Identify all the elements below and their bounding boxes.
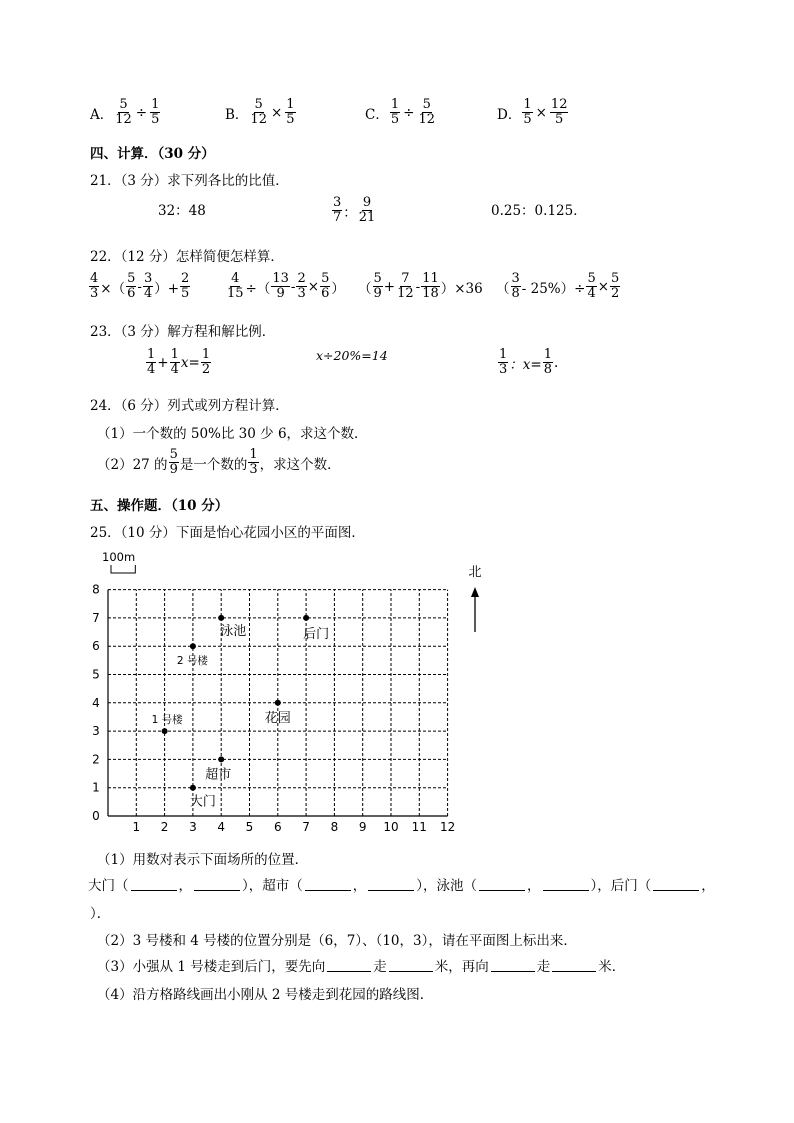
denominator: 9 xyxy=(169,462,178,477)
operator: （ xyxy=(358,280,372,297)
fraction xyxy=(146,348,156,377)
denominator: 18 xyxy=(422,286,439,301)
numerator: 5 xyxy=(127,271,136,286)
option-d xyxy=(497,98,569,127)
numerator: 1 xyxy=(499,347,508,362)
q21-ratio-2 xyxy=(331,196,377,225)
fraction xyxy=(285,98,295,127)
denominator: 4 xyxy=(170,362,179,377)
operator: × xyxy=(270,104,283,121)
numerator: 5 xyxy=(587,271,596,286)
text: ），后门（ xyxy=(590,878,652,894)
answer-blank[interactable] xyxy=(389,959,433,972)
operator: ）+ xyxy=(154,280,180,297)
text: ， xyxy=(701,878,715,894)
answer-blank[interactable] xyxy=(543,878,589,891)
q22-expr-2 xyxy=(225,272,345,301)
fraction xyxy=(498,348,508,377)
y-tick-label: 5 xyxy=(92,667,100,682)
numerator: 12 xyxy=(550,97,568,112)
north-label: 北 xyxy=(468,565,482,580)
denominator: 15 xyxy=(227,286,244,301)
operator: . xyxy=(554,354,559,371)
denominator: 2 xyxy=(611,286,620,301)
text: 是一个数的 xyxy=(179,456,248,473)
q22-expr-1 xyxy=(88,272,191,301)
text: 米． xyxy=(598,959,626,975)
fraction xyxy=(543,348,553,377)
q21-ratio-1: 32：48 xyxy=(158,203,206,219)
operator: ÷ xyxy=(135,104,148,121)
fraction xyxy=(511,272,521,301)
location-point xyxy=(275,700,281,706)
y-tick-label: 6 xyxy=(92,639,100,654)
location-point xyxy=(190,643,196,649)
operator: - 25%）÷ xyxy=(521,280,586,297)
denominator: 5 xyxy=(555,112,564,127)
text: ，求这个数． xyxy=(259,456,341,473)
numerator: 1 xyxy=(249,447,258,462)
option-label: D． xyxy=(497,106,522,123)
numerator: 5 xyxy=(254,97,263,112)
origin-label: 0 xyxy=(92,809,100,823)
q25-part-1-continuation: ）． xyxy=(90,906,111,922)
fraction xyxy=(522,98,532,127)
fraction xyxy=(550,98,569,127)
numerator: 3 xyxy=(511,271,520,286)
fraction xyxy=(169,448,179,477)
fraction xyxy=(248,448,258,477)
answer-blank[interactable] xyxy=(491,959,535,972)
location-point xyxy=(303,615,309,621)
answer-blank[interactable] xyxy=(479,878,525,891)
operator: ：x= xyxy=(509,356,542,373)
fraction xyxy=(421,272,440,301)
denominator: 5 xyxy=(151,112,160,127)
fraction xyxy=(271,272,290,301)
denominator: 21 xyxy=(358,210,376,225)
numerator: 13 xyxy=(272,271,289,286)
y-tick-label: 4 xyxy=(92,695,100,710)
x-tick-label: 1 xyxy=(132,820,141,834)
text: （3）小强从 1 号楼走到后门，要先向 xyxy=(97,959,326,975)
answer-blank[interactable] xyxy=(131,878,177,891)
text: 走 xyxy=(536,959,551,975)
fraction xyxy=(226,272,245,301)
community-plan-map xyxy=(80,545,500,845)
numerator: 5 xyxy=(611,271,620,286)
y-tick-label: 7 xyxy=(92,610,100,625)
numerator: 3 xyxy=(143,271,153,286)
denominator: 4 xyxy=(587,286,596,301)
q24-part-1: （1）一个数的 50%比 30 少 6，求这个数． xyxy=(97,426,368,442)
answer-blank[interactable] xyxy=(368,878,414,891)
numerator: 5 xyxy=(321,271,330,286)
x-tick-label: 11 xyxy=(411,820,427,834)
x-tick-label: 8 xyxy=(330,820,339,834)
fraction xyxy=(610,272,620,301)
north-arrow-head xyxy=(471,587,479,597)
denominator: 8 xyxy=(543,362,552,377)
denominator: 12 xyxy=(115,112,132,127)
text: ， xyxy=(352,878,367,894)
operator: ）×36 xyxy=(440,280,483,297)
x-tick-label: 7 xyxy=(302,820,310,834)
y-tick-label: 1 xyxy=(92,780,100,795)
q25-part-2: （2）3 号楼和 4 号楼的位置分别是（6，7）、（10，3），请在平面图上标出来． xyxy=(97,933,577,949)
operator: × xyxy=(597,278,610,295)
location-point xyxy=(218,615,224,621)
q23-equation-1 xyxy=(145,348,212,377)
denominator: 8 xyxy=(511,286,520,301)
option-b xyxy=(225,98,297,127)
numerator: 1 xyxy=(147,347,156,362)
denominator: 12 xyxy=(418,112,435,127)
numerator: 5 xyxy=(169,447,178,462)
numerator: 5 xyxy=(373,271,382,286)
operator: ÷ xyxy=(403,104,415,121)
q25-part-1-answers xyxy=(88,874,715,894)
denominator: 9 xyxy=(276,286,285,301)
numerator: 5 xyxy=(119,97,128,112)
x-tick-label: 3 xyxy=(189,820,197,834)
denominator: 3 xyxy=(90,286,99,301)
operator: - xyxy=(290,278,296,295)
answer-blank[interactable] xyxy=(653,878,699,891)
denominator: 6 xyxy=(321,286,330,301)
text: ），泳池（ xyxy=(416,878,477,894)
numerator: 2 xyxy=(181,271,190,286)
numerator: 1 xyxy=(523,97,532,112)
x-tick-label: 6 xyxy=(273,820,282,834)
q22-stem: 22．（12 分）怎样简便怎样算． xyxy=(90,249,284,265)
denominator: 5 xyxy=(390,112,400,127)
operator: + xyxy=(157,354,169,371)
fraction xyxy=(396,272,415,301)
denominator: 3 xyxy=(249,462,258,477)
numerator: 1 xyxy=(170,347,179,362)
denominator: 3 xyxy=(499,362,508,377)
scale-bar xyxy=(111,565,135,573)
y-tick-label: 2 xyxy=(92,752,100,767)
option-c xyxy=(365,98,437,127)
section-five-title: 五、操作题．（10 分） xyxy=(90,498,229,514)
numerator: 11 xyxy=(422,271,439,286)
denominator: 9 xyxy=(373,286,382,301)
q22-expr-4 xyxy=(496,272,621,301)
denominator: 4 xyxy=(147,362,156,377)
x-tick-label: 9 xyxy=(358,820,367,834)
denominator: 12 xyxy=(250,112,267,127)
denominator: 2 xyxy=(201,362,211,377)
numerator: 4 xyxy=(231,271,240,286)
answer-blank[interactable] xyxy=(194,878,240,891)
x-tick-label: 5 xyxy=(245,820,254,834)
numerator: 1 xyxy=(286,97,295,112)
operator: × xyxy=(307,278,320,295)
fraction xyxy=(373,272,383,301)
colon: ： xyxy=(343,204,357,221)
q25-stem: 25．（10 分）下面是怡心花园小区的平面图． xyxy=(90,525,365,541)
fraction xyxy=(320,272,330,301)
q21-stem: 21．（3 分）求下列各比的比值． xyxy=(90,173,289,189)
answer-blank[interactable] xyxy=(305,878,351,891)
numerator: 3 xyxy=(333,195,342,210)
location-label: 2 号楼 xyxy=(176,655,208,668)
numerator: 1 xyxy=(201,347,211,362)
text: （2）27 的 xyxy=(97,456,168,473)
fraction xyxy=(89,272,99,301)
location-label: 超市 xyxy=(205,767,232,783)
denominator: 12 xyxy=(397,286,414,301)
numerator: 1 xyxy=(151,97,160,112)
location-label: 1 号楼 xyxy=(151,714,183,727)
answer-blank[interactable] xyxy=(552,959,596,972)
scale-label: 100m xyxy=(102,550,136,564)
fraction xyxy=(390,98,400,127)
fraction xyxy=(126,272,136,301)
fraction xyxy=(249,98,268,127)
location-point xyxy=(218,756,224,762)
operator: （ xyxy=(496,280,510,297)
fraction xyxy=(114,98,133,127)
x-tick-label: 10 xyxy=(383,820,399,834)
operator: ×（ xyxy=(100,280,126,297)
numerator: 9 xyxy=(362,195,372,210)
operator: ） xyxy=(331,280,345,297)
x-tick-label: 2 xyxy=(160,820,169,834)
fraction xyxy=(143,272,153,301)
text: ），超市（ xyxy=(242,878,303,894)
operator: - xyxy=(415,278,421,295)
location-label: 大门 xyxy=(189,794,216,810)
option-label: A． xyxy=(90,106,114,123)
text: ， xyxy=(527,878,541,894)
operator: x= xyxy=(180,354,200,371)
x-tick-label: 12 xyxy=(439,820,456,834)
location-label: 泳池 xyxy=(220,623,247,639)
section-four-title: 四、计算．（30 分） xyxy=(90,146,215,162)
operator: ÷（ xyxy=(245,280,271,297)
operator: - xyxy=(137,278,142,295)
fraction xyxy=(201,348,211,377)
option-label: C． xyxy=(365,106,389,123)
numerator: 2 xyxy=(297,271,306,286)
denominator: 3 xyxy=(297,286,306,301)
q23-equation-2: x÷20%=14 xyxy=(316,348,388,363)
fraction xyxy=(358,196,377,225)
location-point xyxy=(190,785,196,791)
fraction xyxy=(332,196,342,225)
fraction xyxy=(586,272,596,301)
answer-blank[interactable] xyxy=(327,959,371,972)
q24-stem: 24．（6 分）列式或列方程计算． xyxy=(90,398,289,414)
text: ， xyxy=(178,878,192,894)
text: 大门（ xyxy=(88,878,129,894)
q23-proportion xyxy=(497,348,558,377)
option-a xyxy=(90,98,161,127)
numerator: 5 xyxy=(422,97,431,112)
denominator: 6 xyxy=(127,286,136,301)
numerator: 4 xyxy=(90,271,99,286)
fraction xyxy=(417,98,436,127)
y-tick-label: 8 xyxy=(92,582,100,597)
operator: + xyxy=(383,278,396,295)
q23-stem: 23．（3 分）解方程和解比例． xyxy=(90,324,276,340)
denominator: 5 xyxy=(181,286,190,301)
y-tick-label: 3 xyxy=(92,724,100,739)
denominator: 7 xyxy=(333,210,342,225)
q25-part-3 xyxy=(97,955,625,975)
location-label: 花园 xyxy=(264,710,291,726)
denominator: 4 xyxy=(143,286,153,301)
q25-part-4: （4）沿方格路线画出小刚从 2 号楼走到花园的路线图． xyxy=(97,987,434,1003)
fraction xyxy=(150,98,160,127)
location-label: 后门 xyxy=(303,626,330,642)
location-point xyxy=(162,728,168,734)
numerator: 7 xyxy=(401,271,410,286)
text: 米，再向 xyxy=(434,959,489,975)
q25-part-1: （1）用数对表示下面场所的位置． xyxy=(97,852,309,868)
text: 走 xyxy=(373,959,387,975)
operator: × xyxy=(535,104,547,121)
option-label: B． xyxy=(225,106,249,123)
numerator: 1 xyxy=(543,347,552,362)
x-tick-label: 4 xyxy=(217,820,226,834)
numerator: 1 xyxy=(390,97,400,112)
fraction xyxy=(296,272,306,301)
fraction xyxy=(180,272,190,301)
fraction xyxy=(170,348,180,377)
q22-expr-3 xyxy=(358,272,483,301)
denominator: 5 xyxy=(523,112,532,127)
q21-ratio-3: 0.25：0.125． xyxy=(491,203,587,219)
q24-part-2 xyxy=(97,448,341,477)
denominator: 5 xyxy=(286,112,295,127)
